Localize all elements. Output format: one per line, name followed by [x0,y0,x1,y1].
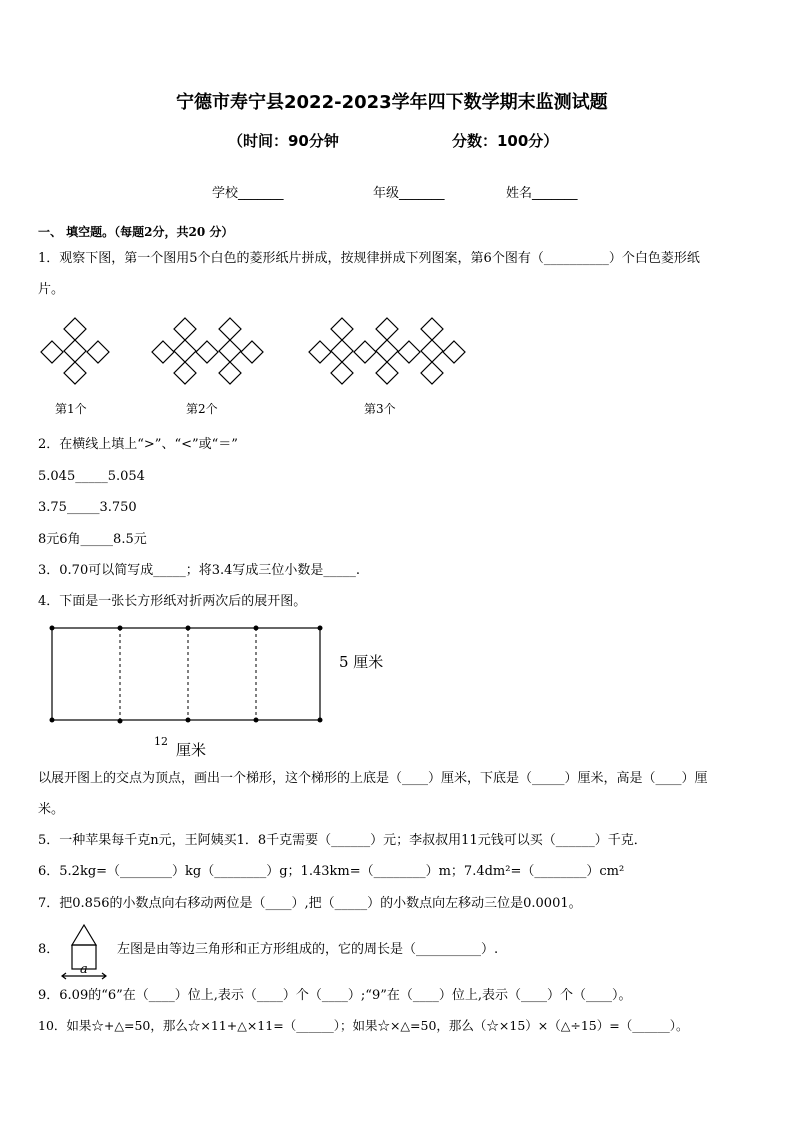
width-label-number: 12 [154,735,168,748]
q2-text: 2．在横线上填上“>”、“<”或“＝” [38,437,238,452]
name-field: 姓名_______ [506,186,578,201]
grade-field: 年级_______ [373,186,445,201]
width-label-unit: 厘米 [176,741,207,759]
school-field: 学校_______ [212,186,284,201]
q5-text: 5．一种苹果每千克n元，王阿姨买1．8千克需要（______）元；李叔叔用11元钱可以买（______）千克． [38,833,647,848]
q10-text: 10．如果☆+△=50，那么☆×11+△×11=（______）；如果☆×△=50，那么（☆×15）×（△÷15）=（______）。 [38,1018,689,1033]
q2-row-2: 3.75_____3.750 [38,500,137,515]
figure-3-caption: 第3个 [364,402,396,416]
page-title: 宁德市寿宁县2022-2023学年四下数学期末监测试题 [176,92,608,113]
figure-2-caption: 第2个 [186,402,218,416]
exam-time: （时间：90分钟 [228,132,339,150]
q2-row-3: 8元6角_____8.5元 [38,532,147,547]
q2-row-1: 5.045_____5.054 [38,469,145,484]
height-label: 5 厘米 [339,653,384,671]
figure-1-caption: 第1个 [55,402,87,416]
q4-text: 4．下面是一张长方形纸对折两次后的展开图。 [38,594,307,609]
q1-text: 1．观察下图，第一个图用5个白色的菱形纸片拼成，按规律拼成下列图案，第6个图有（__________）个白色菱形纸 [38,251,700,266]
figure-2 [152,318,263,384]
q6-text: 6．5.2kg=（________）kg（________）g；1.43km=（________）m；7.4dm²=（________）cm² [38,864,625,879]
q9-text: 9．6.09的“6”在（____）位上,表示（____）个（____）;“9”在（____）位上,表示（____）个（____）。 [38,988,632,1003]
q7-text: 7．把0.856的小数点向右移动两位是（____）,把（_____）的小数点向左移动三位是0.0001。 [38,896,582,911]
figure-1 [41,318,109,384]
q4-ask-cont: 米。 [38,802,65,817]
unfolded-rectangle-figure [50,626,323,724]
q1-text-cont: 片。 [38,282,65,297]
exam-score: 分数：100分） [452,132,559,150]
q4-ask: 以展开图上的交点为顶点，画出一个梯形，这个梯形的上底是（____）厘米，下底是（_____）厘米，高是（____）厘 [38,771,708,786]
figure-side-label: a [80,962,88,977]
section-heading: 一、 填空题。（每题2分，共20 分） [38,225,234,239]
figure-3 [309,318,465,384]
q8-number: 8． [38,942,60,957]
q8-text: 左图是由等边三角形和正方形组成的，它的周长是（__________）. [117,942,499,957]
q3-text: 3．0.70可以简写成_____；将3.4写成三位小数是_____. [38,563,361,578]
